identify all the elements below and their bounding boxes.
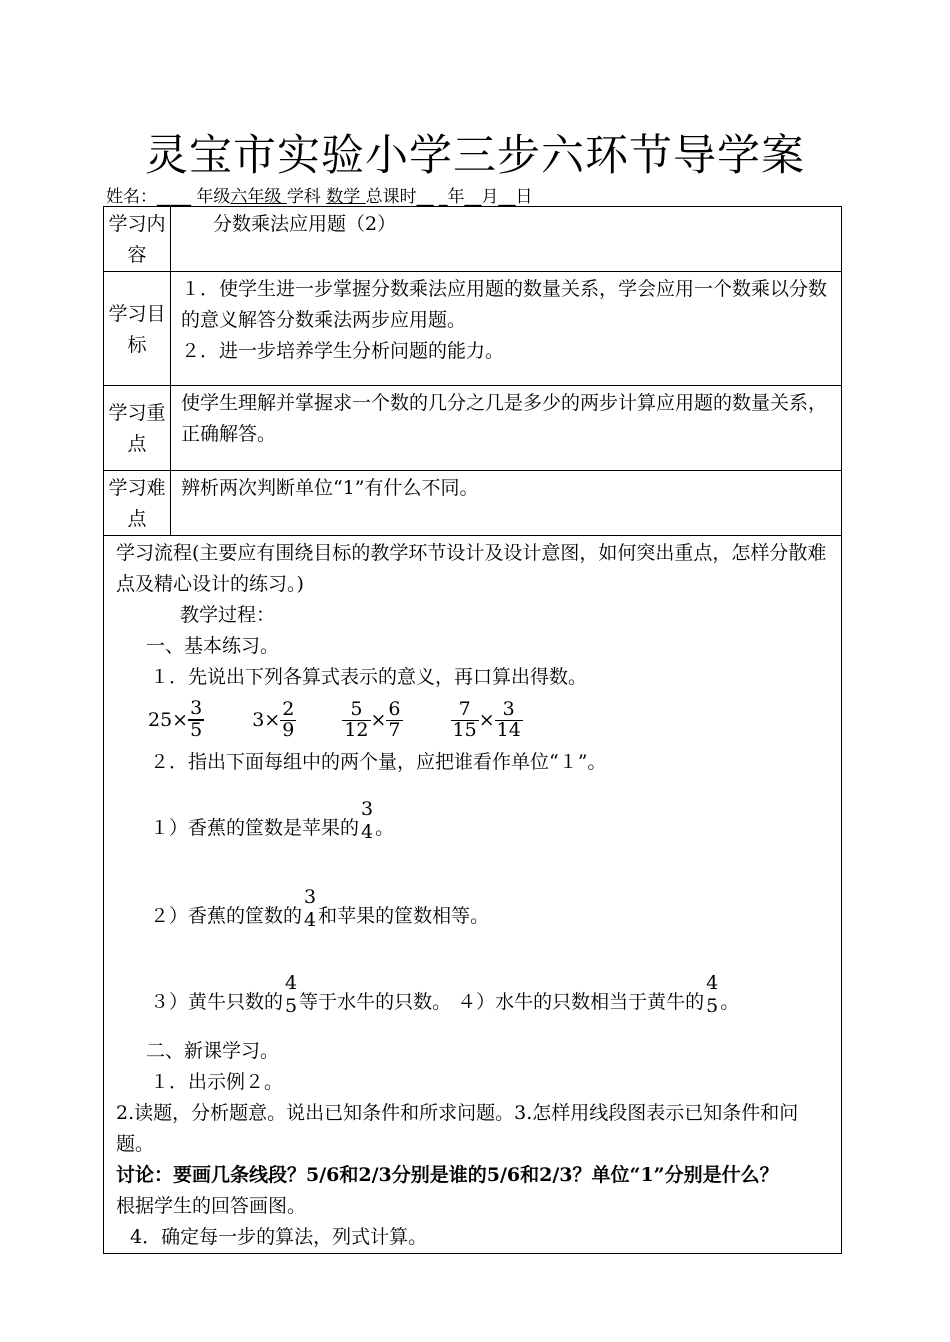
- question-1-text-a: １）香蕉的筐数是苹果的: [150, 817, 360, 839]
- expr2-fraction: $\frac{2}{9}$: [282, 697, 295, 741]
- hours-label: 总课时: [365, 187, 417, 207]
- expr1-int: 25×: [148, 708, 189, 731]
- expr3-op: ×: [370, 708, 387, 731]
- label-goal: 学习目标: [104, 272, 171, 386]
- header-info-line: [106, 182, 533, 207]
- question-3-4: [116, 954, 833, 1018]
- row-flow: [104, 536, 842, 1254]
- question-3-fraction: 4 5: [285, 972, 298, 1018]
- question-1-text-b: 。: [375, 817, 395, 839]
- question-2-fraction: 3 4: [304, 886, 317, 932]
- exercise-1: １．先说出下列各算式表示的意义，再口算出得数。: [150, 666, 588, 688]
- page-title: 灵宝市实验小学三步六环节导学案: [145, 131, 805, 181]
- grade-value: 六年级: [230, 187, 287, 207]
- grade-label: 年级: [191, 187, 231, 207]
- month-field[interactable]: __: [464, 187, 482, 207]
- hours-field[interactable]: __ _: [416, 187, 448, 207]
- question-3-text-a: ３）黄牛只数的: [150, 991, 284, 1013]
- new-lesson-4: 4．确定每一步的算法，列式计算。: [130, 1226, 428, 1248]
- subject-value: 数学: [326, 187, 366, 207]
- month-label: 月: [481, 187, 499, 207]
- section-2-heading: 二、新课学习。: [146, 1040, 280, 1062]
- subject-label: 学科: [286, 187, 327, 207]
- question-3-text-b: 等于水牛的只数。 ４）水牛的只数相当于黄牛的: [299, 991, 705, 1013]
- new-lesson-2: 2.读题，分析题意。说出已知条件和所求问题。3.怎样用线段图表示已知条件和问题。: [116, 1102, 799, 1155]
- label-content: 学习内容: [104, 207, 171, 272]
- difficulty-text: 辨析两次判断单位“1”有什么不同。: [171, 471, 842, 536]
- name-field[interactable]: ____: [157, 187, 191, 207]
- expression-row: [116, 693, 833, 747]
- expr2-int: 3×: [252, 708, 281, 731]
- section-1-heading: 一、基本练习。: [146, 635, 280, 657]
- question-4-text-b: 。: [720, 991, 740, 1013]
- flow-cell: [104, 536, 842, 1254]
- question-2-text-b: 和苹果的筐数相等。: [318, 905, 490, 927]
- question-1: [116, 778, 833, 844]
- label-key: 学习重点: [104, 386, 171, 471]
- key-text: 使学生理解并掌握求一个数的几分之几是多少的两步计算应用题的数量关系，正确解答。: [171, 386, 842, 471]
- expr3-fraction-a: $\frac{5}{12}$: [344, 697, 369, 741]
- goal-cell: [171, 272, 842, 386]
- content-text: 分数乘法应用题（2）: [171, 207, 842, 272]
- question-4-fraction: 4 5: [706, 972, 719, 1018]
- name-label: 姓名：: [106, 187, 157, 207]
- new-lesson-1: １．出示例２。: [150, 1071, 284, 1093]
- question-2-text-a: ２）香蕉的筐数的: [150, 905, 303, 927]
- expr3-fraction-b: $\frac{6}{7}$: [388, 697, 401, 741]
- lesson-plan-table: [103, 206, 842, 1254]
- label-difficulty: 学习难点: [104, 471, 171, 536]
- expr1-fraction: $\frac{3}{5}$: [190, 697, 203, 741]
- answer-text: 根据学生的回答画图。: [116, 1195, 307, 1217]
- question-1-fraction: 3 4: [361, 798, 374, 844]
- goal-2: ２．进一步培养学生分析问题的能力。: [181, 340, 505, 362]
- expr4-fraction-a: $\frac{7}{15}$: [452, 697, 477, 741]
- expr4-fraction-b: $\frac{3}{14}$: [496, 697, 521, 741]
- goal-1: １．使学生进一步掌握分数乘法应用题的数量关系，学会应用一个数乘以分数的意义解答分数乘法两步应用题。: [181, 278, 828, 331]
- flow-intro: 学习流程(主要应有围绕目标的教学环节设计及设计意图，如何突出重点，怎样分散难点及精心设计的练习。): [116, 542, 827, 595]
- row-content: [104, 207, 842, 272]
- day-field[interactable]: __: [498, 187, 516, 207]
- row-difficulty: [104, 471, 842, 536]
- row-key: [104, 386, 842, 471]
- day-label: 日: [515, 187, 533, 207]
- expr4-op: ×: [478, 708, 495, 731]
- process-heading: 教学过程：: [180, 604, 276, 626]
- row-goal: [104, 272, 842, 386]
- question-2: [116, 868, 833, 932]
- exercise-2: ２．指出下面每组中的两个量，应把谁看作单位“１”。: [150, 751, 607, 773]
- year-label: 年: [447, 187, 465, 207]
- discussion-text: 讨论：要画几条线段？5/6和2/3分别是谁的5/6和2/3？单位“1”分别是什么？: [116, 1164, 779, 1186]
